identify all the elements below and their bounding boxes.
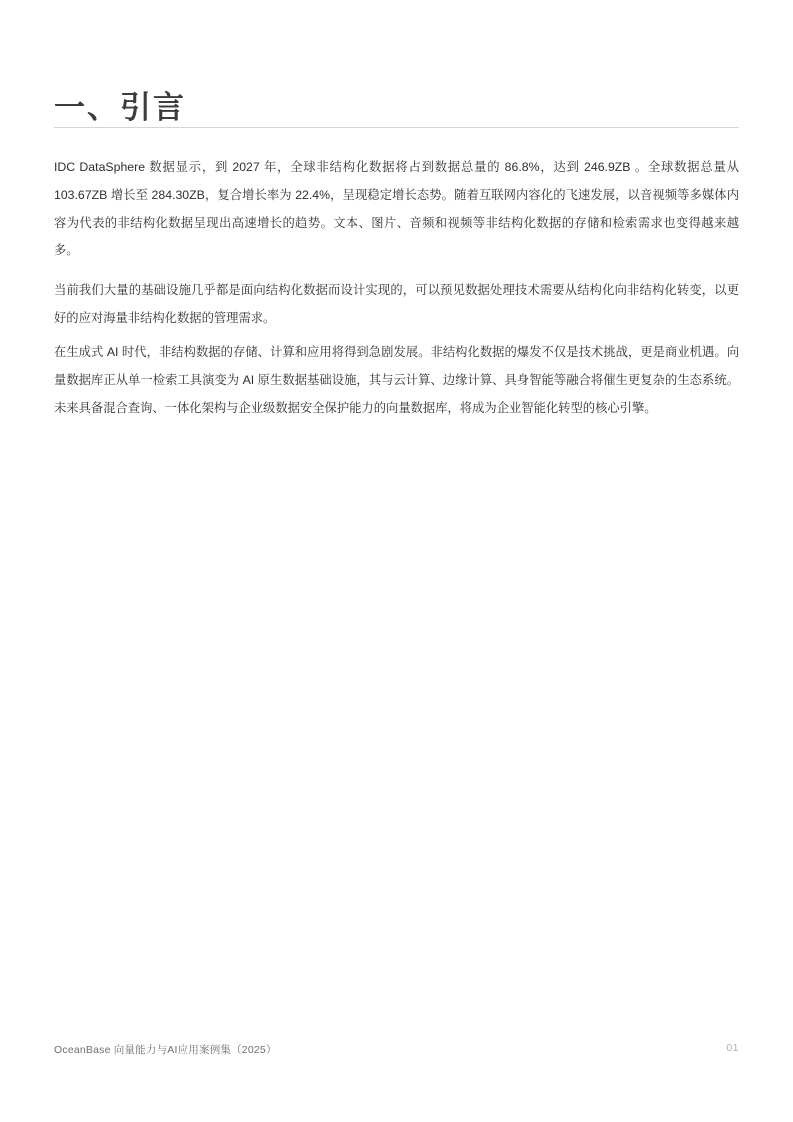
footer-page-number: 01 (726, 1042, 739, 1054)
footer-title: OceanBase 向量能力与AI应用案例集（2025） (54, 1044, 277, 1056)
page-footer (54, 1042, 739, 1058)
paragraph-2: 当前我们大量的基础设施几乎都是面向结构化数据而设计实现的，可以预见数据处理技术需要从结构化向非结构化转变，以更好的应对海量非结构化数据的管理需求。 (54, 283, 739, 325)
paragraph-3: 在生成式 AI 时代，非结构数据的存储、计算和应用将得到急剧发展。非结构化数据的爆发不仅是技术挑战，更是商业机遇。向量数据库正从单一检索工具演变为 AI 原生数据基础设施，其与云计算、边缘计算、具身智能等融合将催生更复杂的生态系统。未来具备混合查询、一体化架构与企业级数据安全保护能力的向量数据库，将成为企业智能化转型的核心引擎。 (54, 345, 739, 415)
page-content (54, 0, 739, 1122)
page-title: 一、引言 (54, 89, 186, 125)
title-divider (54, 127, 739, 128)
paragraph-1: IDC DataSphere 数据显示，到 2027 年，全球非结构化数据将占到数据总量的 86.8%，达到 246.9ZB 。全球数据总量从 103.67ZB 增长至 284.30ZB，复合增长率为 22.4%，呈现稳定增长态势。随着互联网内容化的飞速发展，以音视频等多媒体内容为代表的非结构化数据呈现出高速增长的趋势。文本、图片、音频和视频等非结构化数据的存储和检索需求也变得越来越多。 (54, 160, 739, 258)
